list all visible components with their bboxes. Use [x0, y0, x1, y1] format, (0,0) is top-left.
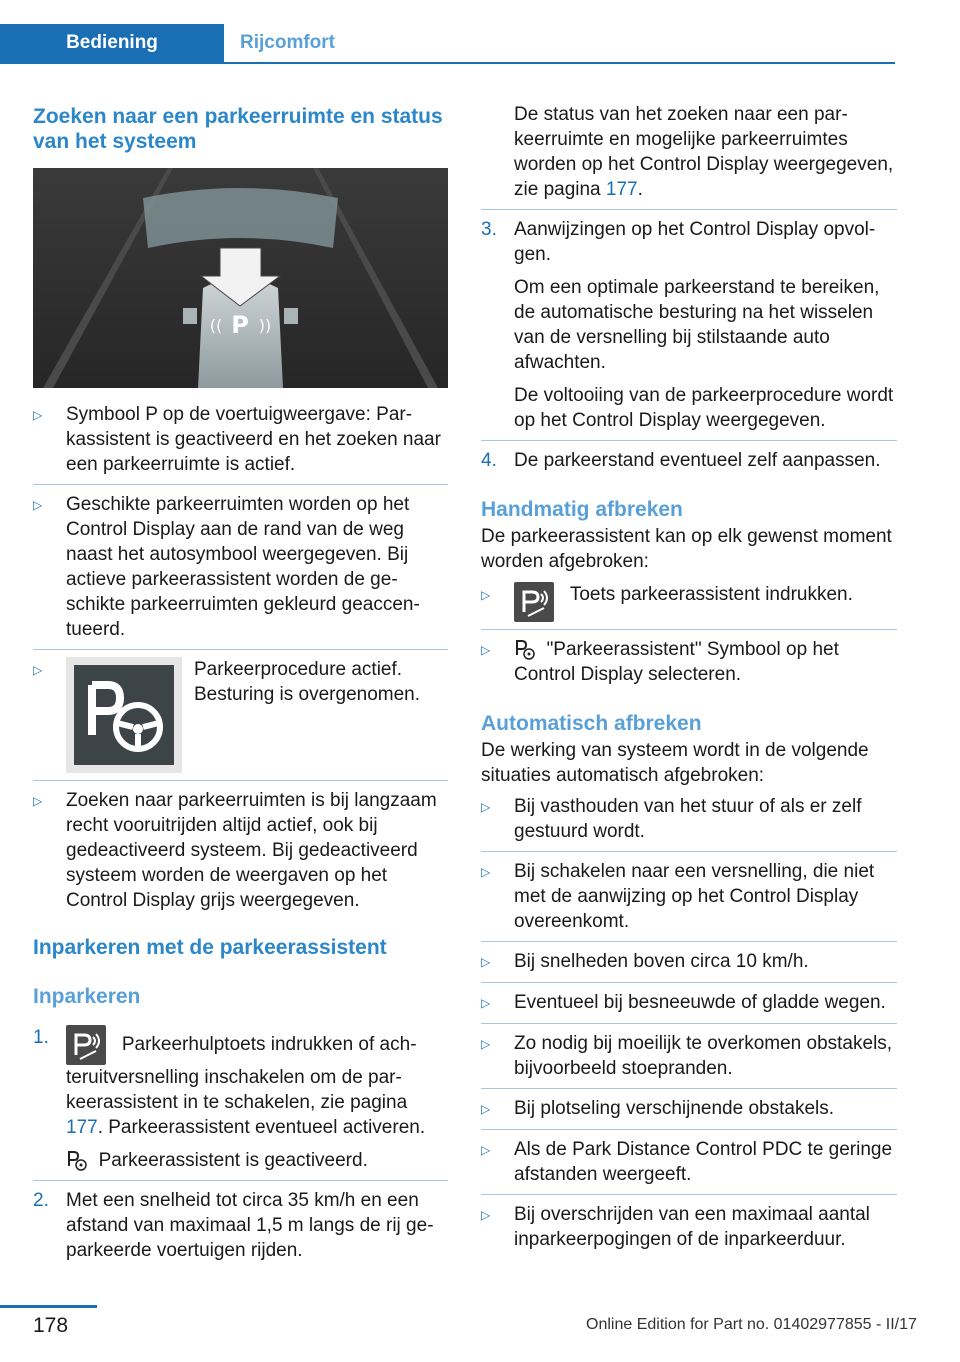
divider — [33, 780, 448, 781]
step-4: 4. De parkeerstand eventueel zelf aanpassen. — [481, 450, 881, 471]
bullet-marker: ▷ — [481, 996, 491, 1010]
tab-bediening[interactable]: Bediening — [0, 24, 224, 62]
bullet-marker: ▷ — [481, 1208, 491, 1222]
bullet-marker: ▷ — [481, 800, 491, 814]
list-item: ▷ Zo nodig bij moeilijk te overkomen obstakels, bijvoorbeeld stoepranden. — [481, 1033, 893, 1079]
list-item: ▷ Zoeken naar parkeerruimten is bij langzaam recht vooruitrijden altijd actief, ook bij gedeactiveerd systeem. Bij gedeactiveerd systeem worden de weergaven op het Control Display grijs weergegeven. — [33, 790, 437, 911]
bullet-marker: ▷ — [481, 1102, 491, 1116]
list-item: ▷ Geschikte parkeerruimten worden op het Control Display aan de rand van de weg naast het autosymbool weergegeven. Bij actieve parkeerassistent worden de geschikte parkeerruimten gekleurd geaccentueerd. — [33, 494, 420, 640]
section-heading-search: Zoeken naar een parkeerruimte en status van het systeem — [33, 105, 443, 153]
subheading-inparkeren: Inparkeren — [33, 985, 141, 1008]
list-item: ▷ Parkeerprocedure actief. Besturing is overgenomen. — [33, 657, 448, 773]
edition-note: Online Edition for Part no. 01402977855 - II/17 — [586, 1316, 917, 1333]
list-item: ▷ Toets parkeerassistent indrukken. — [481, 582, 897, 622]
divider — [481, 629, 897, 630]
parking-assistant-active-icon — [66, 1150, 88, 1172]
bullet-marker: ▷ — [33, 663, 43, 677]
page-link-177[interactable]: 177 — [66, 1117, 98, 1138]
parking-display-illustration — [33, 168, 448, 388]
footer-accent-line — [0, 1305, 97, 1308]
photo-waves-right: )) — [258, 316, 272, 335]
list-item: ▷ Bij overschrijden van een maximaal aantal inparkeerpogingen of de inparkeerduur. — [481, 1204, 870, 1250]
parking-button-icon — [514, 582, 554, 622]
divider — [481, 1129, 897, 1130]
step-2: 2. Met een snelheid tot circa 35 km/h en een afstand van maximaal 1,5 m langs de rij geparkeerde voertuigen rijden. — [33, 1190, 434, 1261]
list-item: ▷ Bij snelheden boven circa 10 km/h. — [481, 949, 897, 975]
subheading-automatisch-afbreken: Automatisch afbreken — [481, 712, 702, 735]
bullet-marker: ▷ — [481, 955, 491, 969]
list-item: ▷ Als de Park Distance Control PDC te geringe afstanden weergeeft. — [481, 1139, 893, 1185]
divider — [481, 982, 897, 983]
step-3: 3. Aanwijzingen op het Control Display opvolgen. — [481, 219, 876, 265]
divider — [33, 1180, 448, 1181]
divider — [481, 851, 897, 852]
divider — [481, 1194, 897, 1195]
page-number: 178 — [33, 1314, 69, 1337]
photo-p-symbol: P — [231, 311, 249, 339]
subheading-handmatig-afbreken: Handmatig afbreken — [481, 498, 683, 521]
header-tabs — [0, 24, 895, 64]
divider — [481, 1088, 897, 1089]
bullet-marker: ▷ — [481, 1143, 491, 1157]
section-heading-inparkeren-assistent: Inparkeren met de parkeerassistent — [33, 936, 387, 959]
photo-waves-left: (( — [209, 316, 223, 335]
bullet-marker: ▷ — [481, 588, 491, 602]
divider — [33, 484, 448, 485]
right-column: De status van het zoeken naar een parkeerruimte en mogelijke parkeerruimtes worden op het Control Display weergegeven, zie pagina 177. 3. Aanwijzingen op het Control Display opvolgen. Om een optimale parkeerstand te bereiken, de automatische besturing na het wisselen van de versnelling bij stilstaande auto afwachten. De voltooiing van de parkeerprocedure wordt op het Control Display weergegeven. 4. De parkeerstand eventueel zelf aanpassen. Handmatig afbreken De parkeerassistent kan op elk gewenst moment worden afgebroken: ▷ Toets parkeerassistent indrukken. ▷ "Parkeerassistent" Symbool op het Control Display selecteren. Automatisch afbreken De werking van systeem wordt in de volgende situaties automatisch afgebroken: ▷ Bij vasthouden van het stuur of als er zelf gestuurd wordt. ▷ Bij schakelen naar een versnelling, die niet met de aanwijzing op het Control Display overeenkomt. ▷ Bij snelheden boven circa 10 km/h. ▷ Eventueel bij besneeuwde of gladde wegen. ▷ Zo nodig bij moeilijk te overkomen obstakels, bijvoorbeeld stoepranden. ▷ Bij plotseling verschijnende obstakels. ▷ Als de Park Distance Control PDC te geringe afstanden weergeeft. ▷ Bij overschrijden van een maximaal aantal inparkeerpogingen of de inparkeerduur. — [481, 102, 897, 1252]
list-item: ▷ Symbool P op de voertuigweergave: Parkassistent is geactiveerd en het zoeken naar een parkeerruimte is actief. — [33, 404, 441, 475]
steering-wheel-icon — [74, 665, 174, 765]
parking-steering-icon — [66, 657, 182, 773]
page-link-177[interactable]: 177 — [605, 179, 638, 200]
left-column: Zoeken naar een parkeerruimte en status van het systeem P (( )) ▷ Symbool P op de voertuigweergave: Parkassistent is geactiveerd en het zoeken naar een parkeerruimte is actief. ▷ Geschikte parkeerruimten worden op het Control Display aan de rand van de weg naast het autosymbool weergegeven. Bij actieve parkeerassistent worden de geschikte parkeerruimten gekleurd geaccentueerd. ▷ Parkeerprocedure actief. Besturing is overgenomen. ▷ Zoeken naar parkeerruimten is bij langzaam recht vooruitrijden altijd actief, ook bij gedeactiveerd systeem. Bij gedeactiveerd systeem worden de weergaven op het Control Display grijs weergegeven. Inparkeren met de parkeerassistent Inparkeren 1. Parkeerhulptoets indrukken of achteruitversnelling inschakelen om de parkeerassistent in te schakelen, zie pagina 177. Parkeerassistent eventueel activeren. Parkeerassistent is geactiveerd. 2. Met een snelheid tot circa 35 km/h en een afstand van maximaal 1,5 m langs de rij geparkeerde voertuigen rijden. — [33, 104, 448, 1263]
divider — [481, 941, 897, 942]
step-1: 1. Parkeerhulptoets indrukken of achteruitversnelling inschakelen om de parkeerassistent in te schakelen, zie pagina 177. Parkeerassistent eventueel activeren. — [33, 1027, 426, 1138]
bullet-marker: ▷ — [481, 643, 491, 657]
bullet-marker: ▷ — [33, 794, 43, 808]
bullet-marker: ▷ — [481, 865, 491, 879]
list-item: ▷ "Parkeerassistent" Symbool op het Control Display selecteren. — [481, 639, 839, 685]
list-item: ▷ Bij schakelen naar een versnelling, die niet met de aanwijzing op het Control Display overeenkomt. — [481, 861, 875, 932]
tab-rijcomfort[interactable]: Rijcomfort — [240, 32, 335, 53]
bullet-marker: ▷ — [33, 408, 43, 422]
divider — [481, 440, 897, 441]
list-item: ▷ Bij plotseling verschijnende obstakels. — [481, 1096, 897, 1122]
list-item: ▷ Bij vasthouden van het stuur of als er zelf gestuurd wordt. — [481, 796, 862, 842]
divider — [481, 209, 897, 210]
step-2-continued: De status van het zoeken naar een parkeerruimte en mogelijke parkeerruimtes worden op het Control Display weergegeven, zie pagina 177. — [514, 104, 894, 200]
bullet-marker: ▷ — [33, 498, 43, 512]
list-item: ▷ Eventueel bij besneeuwde of gladde wegen. — [481, 990, 897, 1016]
divider — [481, 1023, 897, 1024]
parking-assistant-symbol-icon — [514, 639, 536, 661]
bullet-marker: ▷ — [481, 1037, 491, 1051]
divider — [33, 649, 448, 650]
parking-button-icon — [66, 1025, 106, 1065]
parking-display-photo — [33, 168, 448, 388]
